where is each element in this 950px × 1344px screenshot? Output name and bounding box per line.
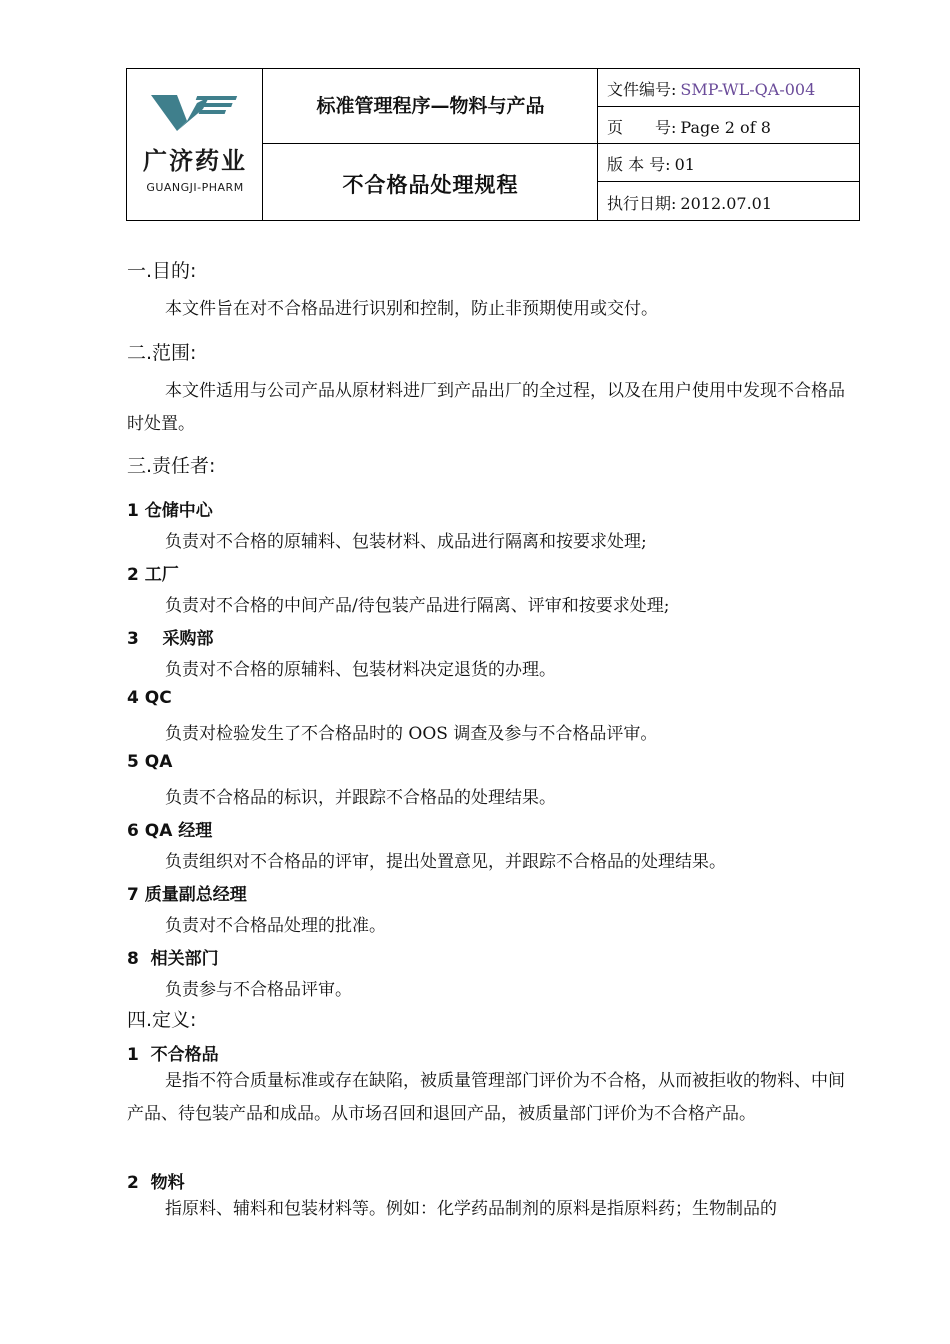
responsibility-label: 5 QA xyxy=(127,752,173,772)
paragraph-text: 指原料、辅料和包装材料等。例如：化学药品制剂的原料是指原料药；生物制品的 xyxy=(165,1199,777,1219)
page-label: 页 号: xyxy=(607,118,677,137)
doc-number: SMP-WL-QA-004 xyxy=(680,80,816,99)
company-name-cn: 广济药业 xyxy=(143,147,247,175)
responsibility-desc: 负责不合格品的标识，并跟踪不合格品的处理结果。 xyxy=(165,788,556,808)
responsibility-label: 1 仓储中心 xyxy=(127,501,213,521)
category-title: 标准管理程序—物料与产品 xyxy=(316,95,545,117)
responsibility-desc: 负责对不合格品处理的批准。 xyxy=(165,916,386,936)
responsibility-label: 2 工厂 xyxy=(127,565,179,585)
doc-title: 不合格品处理规程 xyxy=(342,173,519,197)
definition-text xyxy=(127,1193,860,1226)
header-divider xyxy=(262,143,860,144)
date-label: 执行日期: xyxy=(607,194,677,213)
responsibility-desc: 负责对不合格的原辅料、包装材料、成品进行隔离和按要求处理; xyxy=(165,532,647,552)
paragraph-text: 本文件旨在对不合格品进行识别和控制，防止非预期使用或交付。 xyxy=(165,299,658,319)
company-name-en: GUANGJI-PHARM xyxy=(146,181,244,194)
responsibility-label: 8 相关部门 xyxy=(127,949,219,969)
responsibility-label: 6 QA 经理 xyxy=(127,821,213,841)
section-title-responsibility: 三.责任者: xyxy=(127,455,216,477)
responsibility-desc: 负责对不合格的中间产品/待包装产品进行隔离、评审和按要求处理; xyxy=(165,596,670,616)
section-title-scope: 二.范围: xyxy=(127,342,197,364)
responsibility-desc: 负责对不合格的原辅料、包装材料决定退货的办理。 xyxy=(165,660,556,680)
page-row xyxy=(607,115,771,138)
paragraph-scope xyxy=(127,375,860,440)
definition-text xyxy=(127,1065,860,1130)
definition-label: 2 物料 xyxy=(127,1173,185,1193)
section-title-definitions: 四.定义: xyxy=(127,1009,197,1031)
version-label: 版 本 号: xyxy=(607,155,671,174)
date-row xyxy=(607,191,772,214)
responsibility-desc: 负责组织对不合格品的评审，提出处置意见，并跟踪不合格品的处理结果。 xyxy=(165,852,726,872)
section-title-purpose: 一.目的: xyxy=(127,260,197,282)
responsibility-label: 4 QC xyxy=(127,688,172,708)
paragraph-purpose xyxy=(127,293,860,326)
responsibility-label: 7 质量副总经理 xyxy=(127,885,247,905)
paragraph-text: 是指不符合质量标准或存在缺陷，被质量管理部门评价为不合格，从而被拒收的物料、中间产品、待包装产品和成品。从市场召回和退回产品，被质量部门评价为不合格产品。 xyxy=(127,1071,845,1124)
responsibility-label: 3 采购部 xyxy=(127,629,214,649)
paragraph-text: 本文件适用与公司产品从原材料进厂到产品出厂的全过程，以及在用户使用中发现不合格品时处置。 xyxy=(127,381,845,434)
definition-label: 1 不合格品 xyxy=(127,1045,219,1065)
responsibility-desc: 负责参与不合格品评审。 xyxy=(165,980,352,1000)
header-divider xyxy=(597,106,860,107)
version-row xyxy=(607,152,695,175)
logo-mark-icon xyxy=(127,69,263,139)
doc-number-label: 文件编号: xyxy=(607,80,677,99)
company-logo xyxy=(127,69,263,220)
header-divider xyxy=(597,181,860,182)
header-divider xyxy=(597,69,598,220)
effective-date: 2012.07.01 xyxy=(680,194,773,213)
page-number: Page 2 of 8 xyxy=(680,118,771,137)
version-number: 01 xyxy=(674,155,695,174)
doc-number-row xyxy=(607,77,815,100)
document-header xyxy=(126,68,860,221)
responsibility-desc: 负责对检验发生了不合格品时的 OOS 调查及参与不合格品评审。 xyxy=(165,724,658,744)
